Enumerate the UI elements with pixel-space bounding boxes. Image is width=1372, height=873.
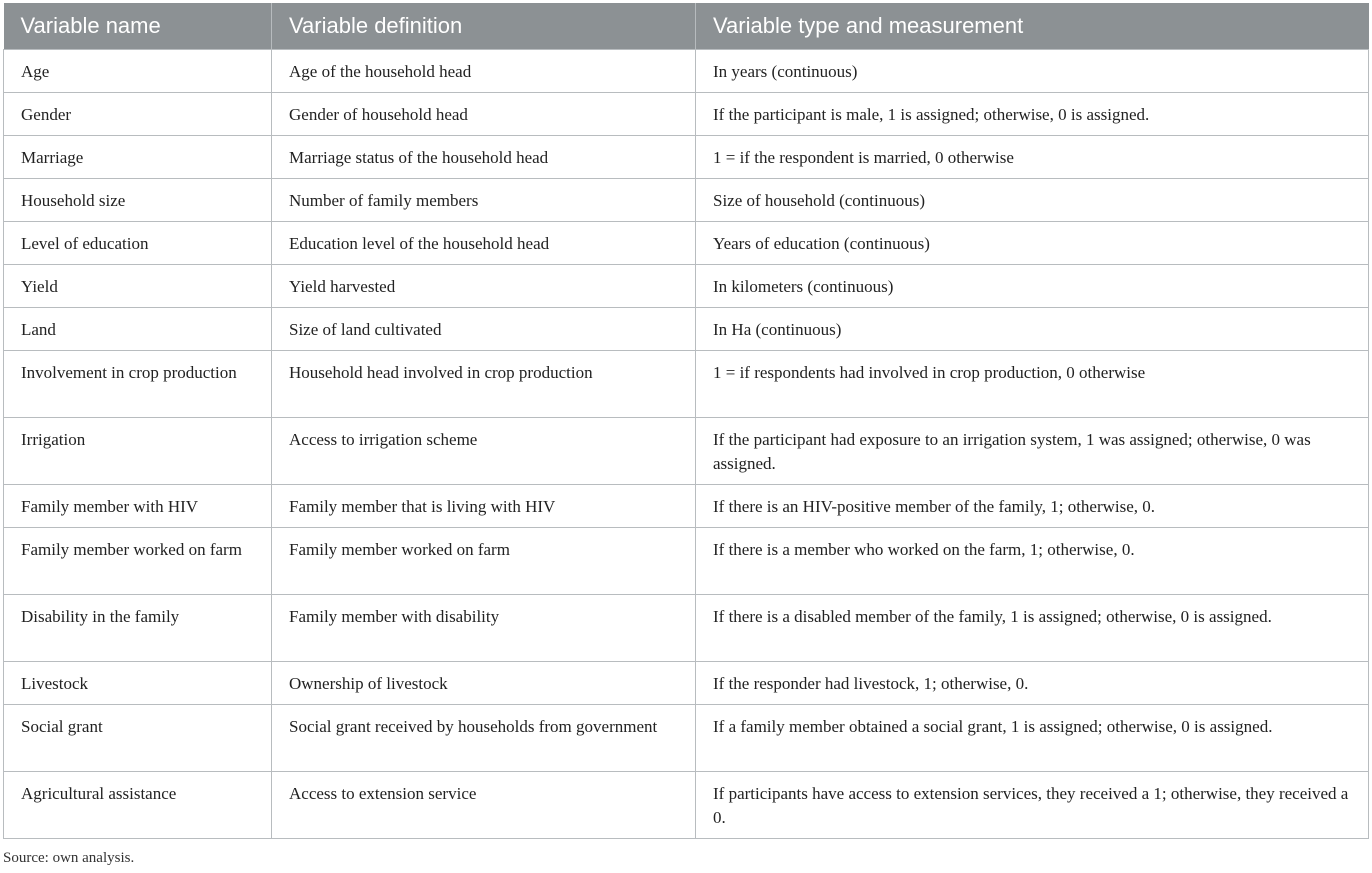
cell-variable-definition: Marriage status of the household head xyxy=(272,136,696,179)
cell-variable-measurement: In kilometers (continuous) xyxy=(696,265,1369,308)
cell-variable-measurement: In Ha (continuous) xyxy=(696,308,1369,351)
cell-variable-name: Involvement in crop production xyxy=(4,351,272,418)
cell-variable-definition: Access to irrigation scheme xyxy=(272,418,696,485)
cell-variable-definition: Family member that is living with HIV xyxy=(272,485,696,528)
cell-variable-measurement: If participants have access to extension services, they received a 1; otherwise, they received a 0. xyxy=(696,772,1369,839)
cell-variable-name: Marriage xyxy=(4,136,272,179)
table-row xyxy=(4,93,1369,136)
cell-variable-name: Family member worked on farm xyxy=(4,528,272,595)
table-row xyxy=(4,418,1369,485)
cell-variable-measurement: If the participant is male, 1 is assigned; otherwise, 0 is assigned. xyxy=(696,93,1369,136)
cell-variable-definition: Gender of household head xyxy=(272,93,696,136)
cell-variable-definition: Social grant received by households from government xyxy=(272,705,696,772)
table-row xyxy=(4,50,1369,93)
cell-variable-measurement: If there is a member who worked on the farm, 1; otherwise, 0. xyxy=(696,528,1369,595)
cell-variable-name: Agricultural assistance xyxy=(4,772,272,839)
cell-variable-measurement: Size of household (continuous) xyxy=(696,179,1369,222)
table-row xyxy=(4,705,1369,772)
table-body xyxy=(4,50,1369,839)
table-row xyxy=(4,179,1369,222)
table-row xyxy=(4,485,1369,528)
cell-variable-definition: Yield harvested xyxy=(272,265,696,308)
cell-variable-name: Age xyxy=(4,50,272,93)
cell-variable-name: Level of education xyxy=(4,222,272,265)
header-row xyxy=(4,3,1369,50)
table-row xyxy=(4,662,1369,705)
cell-variable-name: Household size xyxy=(4,179,272,222)
cell-variable-name: Yield xyxy=(4,265,272,308)
cell-variable-measurement: If there is an HIV-positive member of the family, 1; otherwise, 0. xyxy=(696,485,1369,528)
header-variable-type: Variable type and measurement xyxy=(696,3,1369,50)
table-header xyxy=(4,3,1369,50)
table-row xyxy=(4,528,1369,595)
cell-variable-definition: Household head involved in crop production xyxy=(272,351,696,418)
cell-variable-definition: Age of the household head xyxy=(272,50,696,93)
cell-variable-name: Disability in the family xyxy=(4,595,272,662)
cell-variable-measurement: In years (continuous) xyxy=(696,50,1369,93)
cell-variable-definition: Access to extension service xyxy=(272,772,696,839)
cell-variable-measurement: If there is a disabled member of the family, 1 is assigned; otherwise, 0 is assigned. xyxy=(696,595,1369,662)
table-row xyxy=(4,222,1369,265)
table-row xyxy=(4,772,1369,839)
table-row xyxy=(4,595,1369,662)
header-variable-definition: Variable definition xyxy=(272,3,696,50)
header-variable-name: Variable name xyxy=(4,3,272,50)
cell-variable-measurement: Years of education (continuous) xyxy=(696,222,1369,265)
cell-variable-name: Family member with HIV xyxy=(4,485,272,528)
cell-variable-name: Livestock xyxy=(4,662,272,705)
cell-variable-definition: Family member with disability xyxy=(272,595,696,662)
cell-variable-name: Land xyxy=(4,308,272,351)
variables-table xyxy=(3,3,1369,839)
cell-variable-measurement: 1 = if the respondent is married, 0 otherwise xyxy=(696,136,1369,179)
cell-variable-definition: Education level of the household head xyxy=(272,222,696,265)
cell-variable-name: Gender xyxy=(4,93,272,136)
cell-variable-measurement: If a family member obtained a social grant, 1 is assigned; otherwise, 0 is assigned. xyxy=(696,705,1369,772)
cell-variable-definition: Family member worked on farm xyxy=(272,528,696,595)
table-row xyxy=(4,351,1369,418)
variables-table-container xyxy=(3,3,1368,839)
cell-variable-measurement: If the participant had exposure to an irrigation system, 1 was assigned; otherwise, 0 was assigned. xyxy=(696,418,1369,485)
table-row xyxy=(4,308,1369,351)
cell-variable-name: Irrigation xyxy=(4,418,272,485)
cell-variable-name: Social grant xyxy=(4,705,272,772)
table-row xyxy=(4,265,1369,308)
cell-variable-definition: Number of family members xyxy=(272,179,696,222)
cell-variable-definition: Ownership of livestock xyxy=(272,662,696,705)
source-note: Source: own analysis. xyxy=(3,850,135,866)
cell-variable-definition: Size of land cultivated xyxy=(272,308,696,351)
cell-variable-measurement: If the responder had livestock, 1; otherwise, 0. xyxy=(696,662,1369,705)
cell-variable-measurement: 1 = if respondents had involved in crop production, 0 otherwise xyxy=(696,351,1369,418)
table-row xyxy=(4,136,1369,179)
